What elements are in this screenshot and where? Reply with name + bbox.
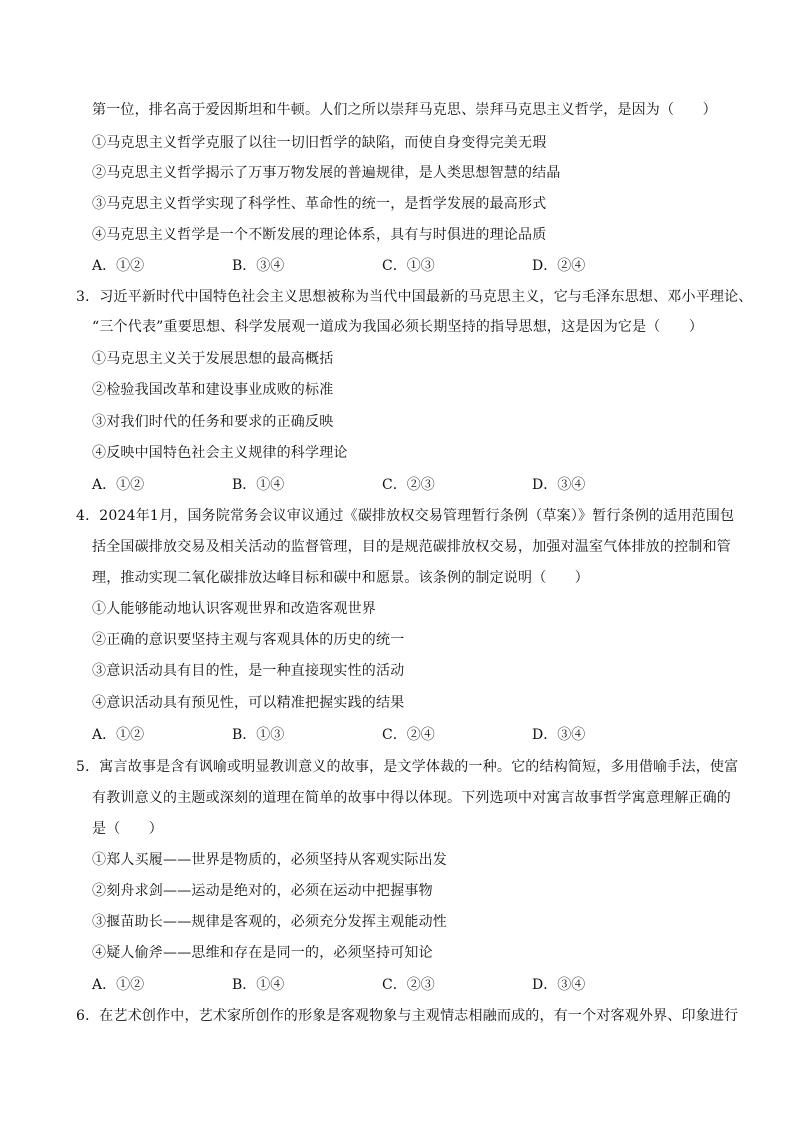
question-2-stem: 第一位，排名高于爱因斯坦和牛顿。人们之所以崇拜马克思、崇拜马克思主义哲学，是因为（ ） <box>92 102 717 118</box>
question-5-stem-line-2: 有教训意义的主题或深刻的道理在简单的故事中得以体现。下列选项中对寓言故事哲学寓意理解正确的 <box>92 790 731 806</box>
question-2-option-2: ②马克思主义哲学揭示了万事万物发展的普遍规律，是人类思想智慧的结晶 <box>92 165 561 181</box>
question-4-choice-a[interactable]: A．①② <box>92 727 145 743</box>
question-4-stem-line-2: 括全国碳排放交易及相关活动的监督管理，目的是规范碳排放权交易，加强对温室气体排放的控制和管 <box>92 539 731 555</box>
question-3-option-3: ③对我们时代的任务和要求的正确反映 <box>92 414 334 430</box>
question-4-option-1: ①人能够能动地认识客观世界和改造客观世界 <box>92 601 376 617</box>
question-5-option-3: ③揠苗助长——规律是客观的，必须充分发挥主观能动性 <box>92 914 447 930</box>
question-5-choice-b[interactable]: B．①④ <box>232 977 285 993</box>
question-4-option-4: ④意识活动具有预见性，可以精准把握实践的结果 <box>92 695 405 711</box>
question-3-choice-c[interactable]: C．②③ <box>382 477 435 493</box>
question-2-choice-b[interactable]: B．③④ <box>232 258 285 274</box>
question-3-option-4: ④反映中国特色社会主义规律的科学理论 <box>92 445 348 461</box>
question-4-choice-c[interactable]: C．②④ <box>382 727 435 743</box>
question-2-choice-a[interactable]: A．①② <box>92 258 145 274</box>
question-5-option-2: ②刻舟求剑——运动是绝对的，必须在运动中把握事物 <box>92 883 433 899</box>
question-2-option-4: ④马克思主义哲学是一个不断发展的理论体系，具有与时俱进的理论品质 <box>92 227 547 243</box>
question-5-stem-line-1: 5．寓言故事是含有讽喻或明显教训意义的故事，是文学体裁的一种。它的结构简短，多用借喻手法，使富 <box>76 759 739 775</box>
question-4-stem-line-3: 理，推动实现二氧化碳排放达峰目标和碳中和愿景。该条例的制定说明（ ） <box>92 570 589 586</box>
question-2-option-3: ③马克思主义哲学实现了科学性、革命性的统一，是哲学发展的最高形式 <box>92 196 547 212</box>
question-2-choice-c[interactable]: C．①③ <box>382 258 435 274</box>
question-5-choice-c[interactable]: C．②③ <box>382 977 435 993</box>
question-2-option-1: ①马克思主义哲学克服了以往一切旧哲学的缺陷，而使自身变得完美无瑕 <box>92 135 547 151</box>
question-3-stem-line-1: 3．习近平新时代中国特色社会主义思想被称为当代中国最新的马克思主义，它与毛泽东思想、邓小平理论、 <box>76 289 753 305</box>
question-4-choice-b[interactable]: B．①③ <box>232 727 285 743</box>
question-4-choice-d[interactable]: D．③④ <box>532 727 586 743</box>
question-3-choice-a[interactable]: A．①② <box>92 477 145 493</box>
question-6-stem-line-1: 6．在艺术创作中，艺术家所创作的形象是客观物象与主观情志相融而成的，有一个对客观外界、印象进行 <box>76 1008 739 1024</box>
question-4-stem-line-1: 4．2024年1月，国务院常务会议审议通过《碳排放权交易管理暂行条例（草案）》暂行条例的适用范围包 <box>76 508 735 524</box>
question-5-option-1: ①郑人买履——世界是物质的，必须坚持从客观实际出发 <box>92 852 447 868</box>
question-3-choice-b[interactable]: B．①④ <box>232 477 285 493</box>
question-5-option-4: ④疑人偷斧——思维和存在是同一的，必须坚持可知论 <box>92 945 433 961</box>
question-3-choice-d[interactable]: D．③④ <box>532 477 586 493</box>
question-5-stem-line-3: 是（ ） <box>92 821 163 837</box>
question-3-option-2: ②检验我国改革和建设事业成败的标准 <box>92 382 334 398</box>
question-5-choice-d[interactable]: D．③④ <box>532 977 586 993</box>
question-4-option-2: ②正确的意识要坚持主观与客观具体的历史的统一 <box>92 632 405 648</box>
question-5-choice-a[interactable]: A．①② <box>92 977 145 993</box>
question-3-stem-line-2: “三个代表”重要思想、科学发展观一道成为我国必须长期坚持的指导思想，这是因为它是（ ） <box>92 319 704 335</box>
question-3-option-1: ①马克思主义关于发展思想的最高概括 <box>92 351 334 367</box>
question-2-choice-d[interactable]: D．②④ <box>532 258 586 274</box>
question-4-option-3: ③意识活动具有目的性，是一种直接现实性的活动 <box>92 663 405 679</box>
